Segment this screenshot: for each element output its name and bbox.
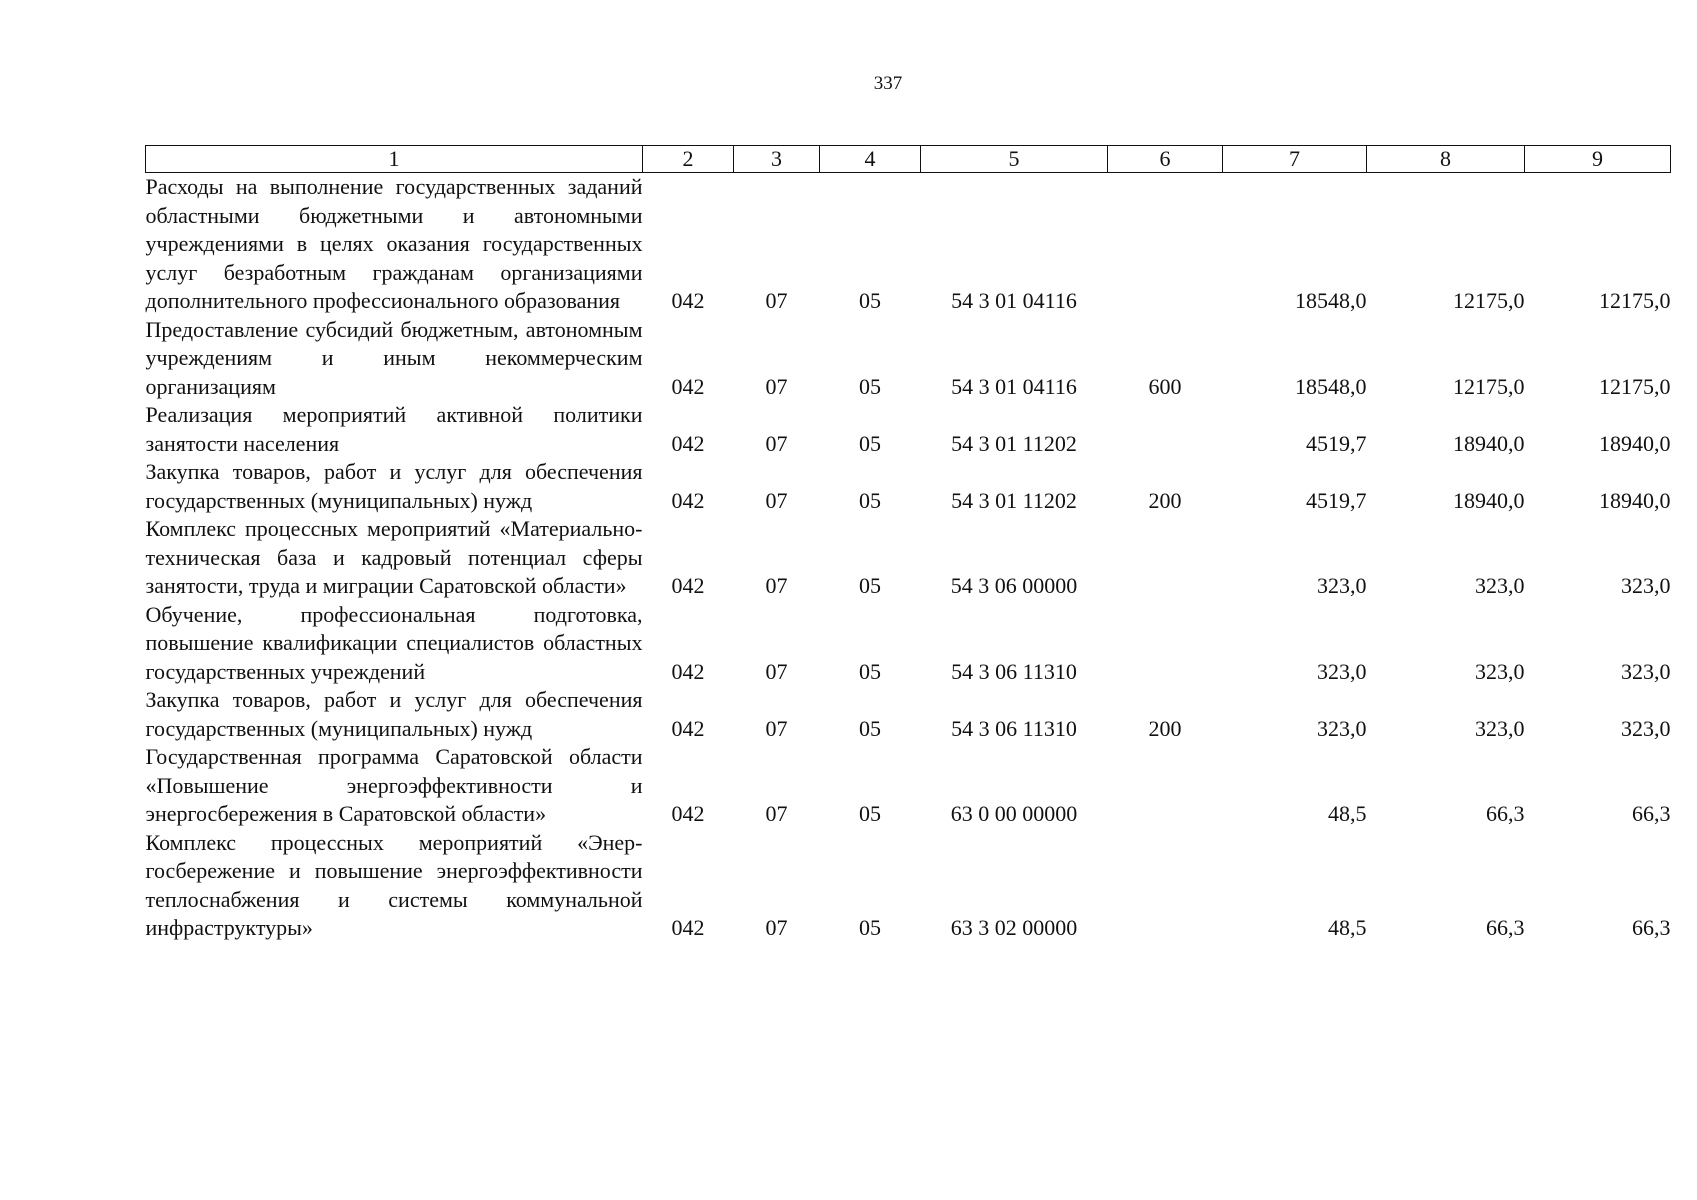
header-col-8: 8 [1367,146,1525,173]
table-row [146,515,1671,601]
header-col-5: 5 [921,146,1108,173]
cell-col-3: 07 [765,430,788,456]
header-col-6: 6 [1108,146,1223,173]
cell-col-8: 323,0 [1475,573,1525,598]
row-description: Расходы на выполнение государственных заданий областными бюджетными и автономными учреждениями в целях оказания государственных услуг безработным гражданам организациями дополнительного профессионального образования [145,174,643,313]
cell-col-7: 323,0 [1317,573,1367,598]
cell-col-9: 323,0 [1621,573,1671,598]
table-row [146,686,1671,743]
cell-col-2: 042 [671,715,705,741]
cell-col-3: 07 [765,373,788,399]
cell-col-8: 18940,0 [1453,430,1525,456]
cell-col-5: 54 3 06 11310 [951,658,1077,684]
cell-col-2: 042 [671,801,705,826]
header-col-2: 2 [643,146,734,173]
cell-col-4: 05 [859,288,881,313]
cell-col-9: 18940,0 [1599,487,1671,513]
cell-col-7: 18548,0 [1295,373,1367,399]
table-row [146,173,1671,316]
header-col-9: 9 [1525,146,1671,173]
cell-col-6 [1108,743,1223,829]
cell-col-8: 18940,0 [1453,487,1525,513]
cell-col-6 [1108,515,1223,601]
cell-col-2: 042 [671,915,705,940]
cell-col-5: 63 0 00 00000 [950,801,1078,826]
cell-col-4: 05 [859,573,881,598]
cell-col-7: 323,0 [1317,715,1367,741]
cell-col-3: 07 [765,801,788,826]
cell-col-2: 042 [671,430,705,456]
cell-col-3: 07 [765,288,788,313]
cell-col-2: 042 [671,288,705,313]
cell-col-5: 54 3 01 11202 [951,430,1077,456]
cell-col-2: 042 [671,373,705,399]
header-col-1: 1 [146,146,643,173]
header-col-4: 4 [820,146,921,173]
cell-col-9: 12175,0 [1599,288,1671,313]
cell-col-9: 323,0 [1621,715,1671,741]
cell-col-4: 05 [859,658,881,684]
row-description: Предоставление субсидий бюджетным, автономным учреждениям и иным некоммерческим организациям [145,316,643,399]
table-row [146,601,1671,687]
header-row [146,146,1671,173]
cell-col-6 [1108,173,1223,316]
cell-col-4: 05 [859,801,881,826]
cell-col-5: 54 3 01 11202 [951,487,1077,513]
cell-col-9: 18940,0 [1599,430,1671,456]
cell-col-9: 66,3 [1632,801,1671,826]
page-number: 337 [873,73,903,94]
cell-col-8: 323,0 [1475,715,1525,741]
cell-col-5: 54 3 01 04116 [951,288,1077,313]
budget-table [145,145,1671,943]
cell-col-6 [1108,601,1223,687]
cell-col-7: 48,5 [1328,801,1367,826]
cell-col-8: 12175,0 [1453,288,1525,313]
cell-col-8: 66,3 [1486,915,1525,940]
cell-col-4: 05 [859,915,881,940]
table-row [146,458,1671,515]
cell-col-6: 200 [1148,487,1182,513]
cell-col-9: 66,3 [1632,915,1671,940]
row-description: Реализация мероприятий активной политики занятости населения [145,402,643,456]
cell-col-3: 07 [765,658,788,684]
cell-col-5: 54 3 01 04116 [951,373,1077,399]
row-description: Закупка товаров, работ и услуг для обеспечения государственных (муниципальных) нужд [145,687,643,741]
cell-col-9: 12175,0 [1599,373,1671,399]
table-row [146,401,1671,458]
cell-col-2: 042 [671,573,705,598]
cell-col-3: 07 [765,715,788,741]
row-description: Государственная программа Саратовской области «Повышение энергоэффективности и энергосбережения в Саратовской области» [145,744,643,826]
cell-col-5: 54 3 06 00000 [950,573,1078,598]
table-row [146,829,1671,943]
cell-col-7: 48,5 [1328,915,1367,940]
cell-col-2: 042 [671,487,705,513]
cell-col-4: 05 [859,373,881,399]
cell-col-8: 66,3 [1486,801,1525,826]
cell-col-7: 4519,7 [1306,430,1367,456]
table-row [146,316,1671,402]
cell-col-5: 54 3 06 11310 [951,715,1077,741]
cell-col-8: 12175,0 [1453,373,1525,399]
cell-col-3: 07 [765,915,788,940]
row-description: Закупка товаров, работ и услуг для обеспечения государственных (муниципальных) нужд [145,459,643,513]
cell-col-8: 323,0 [1475,658,1525,684]
table-body [146,173,1671,943]
row-description: Комплекс процессных мероприятий «Энергосбережение и повышение энергоэффективности теплоснабжения и системы коммунальной инфраструктуры» [145,829,643,940]
row-description: Обучение, профессиональная подготовка, повышение квалификации специалистов областных государственных учреждений [145,601,643,684]
cell-col-6: 200 [1148,715,1182,741]
cell-col-4: 05 [859,715,881,741]
cell-col-6 [1108,401,1223,458]
header-col-7: 7 [1223,146,1367,173]
cell-col-4: 05 [859,430,881,456]
cell-col-5: 63 3 02 00000 [950,915,1078,940]
row-description: Комплекс процессных мероприятий «Материально-техническая база и кадровый потенциал сферы занятости, труда и миграции Саратовской области» [145,516,643,598]
cell-col-3: 07 [765,573,788,598]
cell-col-6: 600 [1148,373,1182,399]
cell-col-2: 042 [671,658,705,684]
table-row [146,743,1671,829]
cell-col-4: 05 [859,487,881,513]
cell-col-7: 18548,0 [1295,288,1367,313]
header-col-3: 3 [734,146,820,173]
cell-col-6 [1108,829,1223,943]
cell-col-7: 4519,7 [1306,487,1367,513]
cell-col-9: 323,0 [1621,658,1671,684]
cell-col-3: 07 [765,487,788,513]
cell-col-7: 323,0 [1317,658,1367,684]
